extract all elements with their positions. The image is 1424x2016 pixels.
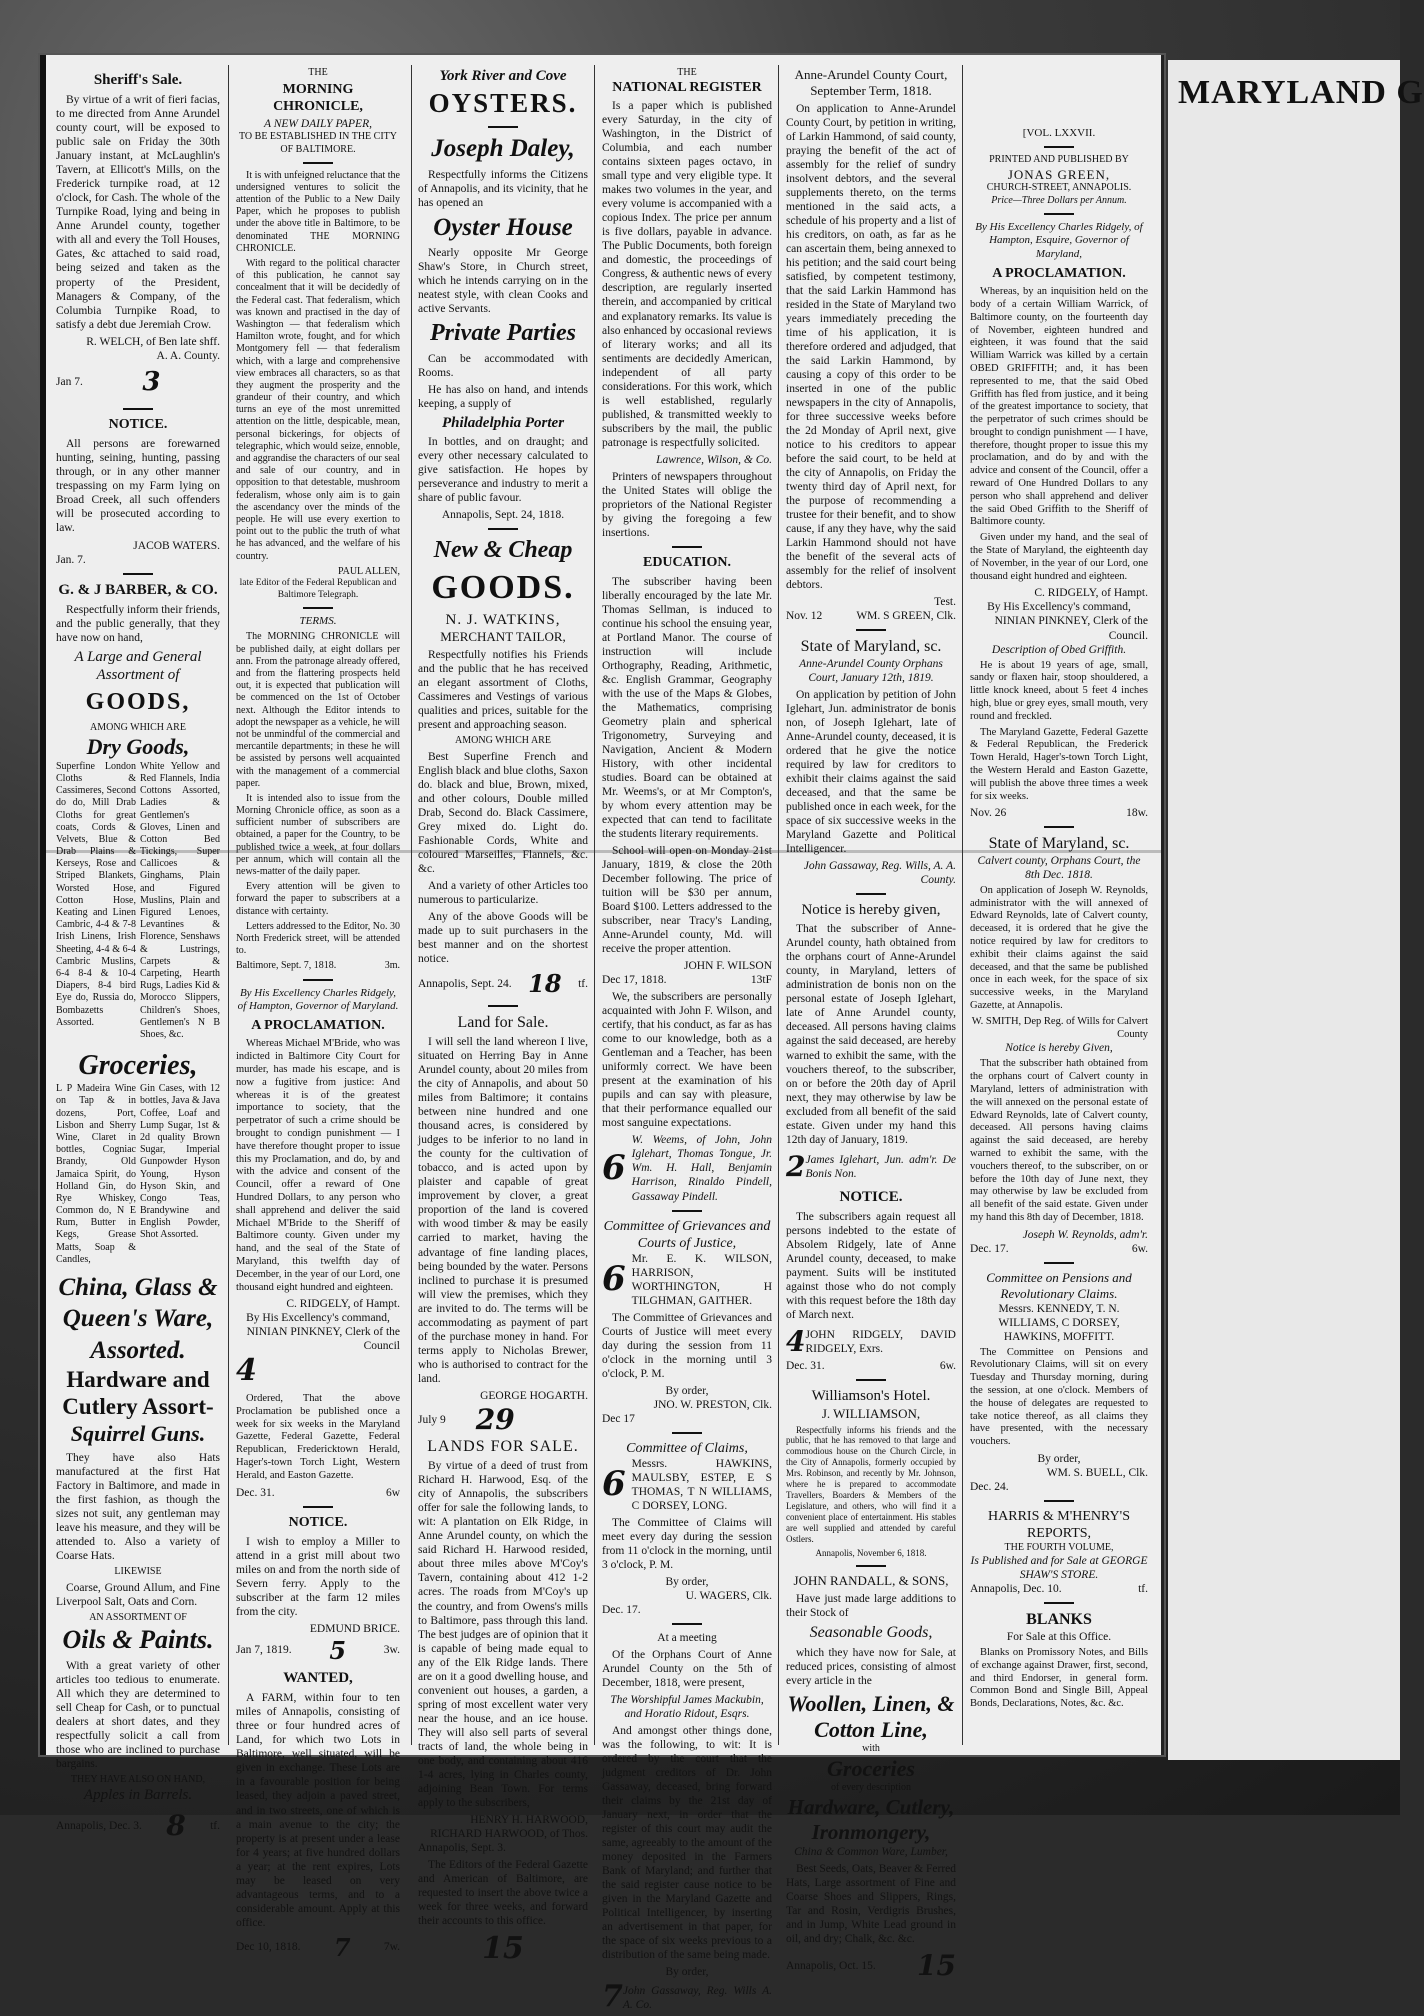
porter-date: Annapolis, Sept. 24, 1818. xyxy=(441,509,565,522)
harris-title: HARRIS & M'HENRY'S REPORTS, xyxy=(988,1509,1130,1542)
notice-date: Jan. 7. xyxy=(56,553,86,566)
handwritten-number: 4 xyxy=(236,1353,257,1389)
published-date: Annapolis, Dec. 10. xyxy=(970,1583,1062,1596)
ordered-6w: 6w xyxy=(385,1486,400,1499)
apples-date: Annapolis, Dec. 3. xyxy=(56,1819,142,1832)
handwritten-number: 6 xyxy=(602,1258,626,1299)
divider xyxy=(856,629,886,631)
printed-label: PRINTED AND PUBLISHED BY xyxy=(989,154,1129,166)
column-1 xyxy=(56,67,220,1842)
proclamation-clerk: NINIAN PINKNEY, Clerk of the Council. xyxy=(994,615,1148,642)
with-label: with xyxy=(862,1743,880,1755)
column-3 xyxy=(418,67,588,1966)
wanted-text: A FARM, within four to ten miles of Annapolis, consisting of three or four hundred acres of Land, for which two Lots in Baltimore, well situated, will be given in exchange. These Lots are in a favourable position for being leased, they adjoin a paved street, and in two streets, one of which is a main avenue to the city; the property is at present under a lease for 4 years; at five hundred dollars a year; at the rent expires, Lots may be leased on very advantageous terms, and to a considerable amount. Apply at this office. xyxy=(236,1692,400,1929)
court-sign: WM. S GREEN, Clk. xyxy=(856,610,956,623)
state-md-text: On application by petition of John Iglehart, Jun. administrator de bonis non, of Joseph Iglehart, late of Anne-Arundel county, deceased, it is ordered that he give the notice required by law for creditors to exhibit their claims against the said deceased, and that the same be published once in each week, for the space of six successive weeks in the Maryland Gazette and Political Intelligencer. xyxy=(786,688,956,856)
notice-text: All persons are forewarned hunting, seining, hunting, passing through, or in any other manner trespassing on my Farm lying on Broad Creek, all such offenders will be prosecuted according to law. xyxy=(56,438,220,535)
ordered-text: The Maryland Gazette, Federal Gazette & Federal Republican, the Frederick Town Herald, Hager's-town Torch Light, the Western Herald and Easton Gazette, will publish the above three times a week for six weeks. xyxy=(970,726,1148,802)
ordered-date: Dec. 31. xyxy=(236,1486,275,1499)
notice-sign: JOHN RIDGELY, DAVID RIDGELY, Exrs. xyxy=(805,1329,956,1356)
meeting-text: Of the Orphans Court of Anne Arundel County on the 5th of December, 1818, were present, xyxy=(602,1649,772,1690)
divider xyxy=(672,1210,702,1212)
column-5 xyxy=(786,67,957,1983)
newspaper-page xyxy=(40,55,1164,2015)
grievances-names: Mr. E. K. WILSON, HARRISON, WORTHINGTON, H TILGHMAN, GAITHER. xyxy=(631,1252,772,1307)
education-date: Dec 17, 1818. xyxy=(602,974,667,987)
divider xyxy=(1044,146,1074,148)
among-label: AMONG WHICH ARE xyxy=(455,735,551,747)
notice-signature: JACOB WATERS. xyxy=(133,539,220,552)
ordered-text: Ordered, That the above Proclamation be published once a week for six weeks in the Maryland Gazette, Federal Gazette, Federal Republican, Fredericktown Herald, Hager's-town Torch Light, Western Herald, and Easton Gazette. xyxy=(236,1393,400,1481)
the-label: THE xyxy=(677,67,697,78)
sheriff-date: Jan 7. xyxy=(56,376,83,389)
register-sign: Lawrence, Wilson, & Co. xyxy=(656,453,772,466)
hotel-title: Williamson's Hotel. xyxy=(811,1388,931,1405)
proclamation-title: A PROCLAMATION. xyxy=(992,266,1126,282)
education-text: The subscriber having been liberally encouraged by the late Mr. Thomas Sellman, is induced to continue his school the ensuing year, at Portland Manor. The course of instruction will include Orthography, Reading, Arithmetic, &c. English Grammar, Geography with the use of the Maps & Globes, the Mathematics, comprising Geometry plain and spherical Trigonometry, Surveying and Navigation, Ancient & Modern History, with other incidental studies. Board can be obtained at Mr. Weems's, or at Mr Compton's, by whom every attention may be expected that can tend to facilitate the students literary requirements. xyxy=(602,575,772,841)
divider xyxy=(488,1005,518,1007)
china-ware-text: China & Common Ware, Lumber, xyxy=(794,1845,948,1858)
land-sale-text: I will sell the land whereon I live, situated on Herring Bay in Anne Arundel county, about 20 miles from the city of Annapolis, and about 50 miles from Baltimore; it contains between nine hundred and one thousand acres, is considered by judges to be inferior to no land in the county for the cultivation of tobacco, and is acted upon by plaister and capable of great improvement by clover, a great proportion of the land is covered with wood timber & may be easily carried to market, having the advantage of fine landing places, being bounded by the water. Persons inclined to purchase it is presumed will view the premises, which they are invited to do. The terms will be accommodating as payment of part of the purchase money in hand. For terms apply to Nicholas Brewer, who is authorised to contract for the land. xyxy=(418,1036,588,1385)
court-heading: Anne-Arundel County Court, September Term, 1818. xyxy=(794,67,948,98)
divider xyxy=(303,1506,333,1508)
meeting-title: At a meeting xyxy=(657,1632,717,1645)
education-title: EDUCATION. xyxy=(642,554,732,570)
proclamation-sign: C. RIDGELY, of Hampt. xyxy=(1034,587,1148,600)
seasonable-heading: Seasonable Goods, xyxy=(809,1624,933,1642)
claims-text: The Committee of Claims will meet every day during the session from 11 o'clock in the morning, until 3 o'clock, P. M. xyxy=(602,1517,772,1572)
divider xyxy=(303,979,333,981)
assortment-heading: A Large and General Assortment of xyxy=(74,648,202,684)
certification-names: W. Weems, of John, John Iglehart, Thomas Tongue, Jr. Wm. H. Hall, Benjamin Harrison, Rinaldo Pindell, Gassaway Pindell. xyxy=(631,1134,772,1203)
grievances-clerk: JNO. W. PRESTON, Clk. xyxy=(653,1398,772,1411)
handwritten-number: 8 xyxy=(166,1808,186,1842)
street-label: CHURCH-STREET, ANNAPOLIS. xyxy=(986,182,1132,194)
education-tf: 13tF xyxy=(750,974,772,987)
column-rule xyxy=(778,65,779,1745)
divider xyxy=(856,893,886,895)
porter-text: In bottles, and on draught; and every other necessary calculated to give satisfaction. He hopes by perseverance and industry to merit a share of public favour. xyxy=(418,435,588,505)
likewise-label: LIKEWISE xyxy=(114,1565,162,1577)
watkins-list: Best Superfine French and English black and blue cloths, Saxon do. black and blue, Brown, mixed, and other colours, Double milled Drab, Second do. Black Cassimere, Grey mixed do. Light do. Fashionable Cords, White and coloured Marseilles, Flannels, &c. &c. xyxy=(418,751,588,876)
claims-title: Committee of Claims, xyxy=(626,1440,748,1456)
handwritten-number: 18 xyxy=(528,969,562,999)
barber-title: G. & J BARBER, & CO. xyxy=(58,581,218,598)
court-test: Test. xyxy=(934,596,956,609)
notice-text: The subscribers again request all persons indebted to the estate of Absolem Ridgely, late of Anne Arundel county, deceased, to make payment. Suits will be instituted against those who do not comply with this request before the 18th day of March next. xyxy=(786,1211,956,1322)
column-rule xyxy=(962,65,963,1745)
daley-name: Joseph Daley, xyxy=(431,135,575,163)
goods-heading: GOODS. xyxy=(431,569,575,607)
state-md-sign: W. SMITH, Dep Reg. of Wills for Calvert County xyxy=(971,1015,1148,1040)
published-label: Is Published and for Sale at GEORGE SHAW'S STORE. xyxy=(970,1555,1148,1582)
state-md-title: State of Maryland, sc. xyxy=(988,835,1130,853)
divider xyxy=(672,546,702,548)
nov-18w: 18w. xyxy=(1126,807,1148,820)
description-text: He is about 19 years of age, small, sandy or flaxen hair, stoop shouldered, a little knock kneed, about 5 feet 4 inches high, blue or grey eyes, small mouth, very round and freckled. xyxy=(970,659,1148,722)
notice-6w: 6w. xyxy=(939,1360,956,1373)
porter-intro: He has also on hand, and intends keeping, a supply of xyxy=(418,383,588,410)
pensions-title: Committee on Pensions and Revolutionary Claims. xyxy=(986,1269,1132,1301)
proclamation-command: By His Excellency's command, xyxy=(246,1312,390,1325)
also-on-hand-label: THEY HAVE ALSO ON HAND, xyxy=(70,1774,206,1786)
hardware-heading: Hardware and Cutlery Assort- xyxy=(62,1366,214,1420)
column-rule xyxy=(594,65,595,1745)
woollen-heading: Woollen, Linen, & Cotton Line, xyxy=(787,1690,955,1742)
state-md-sub: Calvert county, Orphans Court, the 8th Dec. 1818. xyxy=(977,854,1141,881)
sheriff-signature: R. WELCH, of Ben late shff. xyxy=(86,335,220,348)
notice-given-title: Notice is hereby given, xyxy=(801,902,941,919)
column-6 xyxy=(970,67,1148,1745)
oyster-house-heading: Oyster House xyxy=(433,213,573,241)
watkins-name: N. J. WATKINS, xyxy=(445,611,561,628)
proclamation-sign: C. RIDGELY, of Hampt. xyxy=(286,1298,400,1311)
divider xyxy=(488,126,518,128)
oyster-house-text: Nearly opposite Mr George Shaw's Store, in Church street, which he intends carrying on in the neatest style, with clean Cooks and active Servants. xyxy=(418,247,588,316)
handwritten-number: 7 xyxy=(333,1932,351,1962)
groceries-right: Gin Cases, with 12 bottles, Java & Java Coffee, Loaf and Lump Sugar, 1st & 2d quality Brown Sugar, Imperial Gunpowder Hyson Young, Hyson Hyson Skin, and Congo Teas, Brandywine and English Powder, Shot Assorted. xyxy=(140,1083,220,1241)
notice-date: Dec. 31. xyxy=(786,1360,825,1373)
hotel-text: Respectfully informs his friends and the public, that he has removed to that large and commodious house on the Church Circle, in the City of Annapolis, formerly occupied by Mrs. Robinson, and recently by Mr. Johnson, where he is prepared to accommodate Travellers, Boarders & Members of the Legislature, and others, who will find it a convenient place of entertainment. His stables are well supplied and attended by careful Ostlers. xyxy=(786,1424,956,1545)
notice-miller-3w: 3w. xyxy=(383,1644,400,1657)
pensions-date: Dec. 24. xyxy=(970,1481,1009,1493)
education-sign: JOHN F. WILSON xyxy=(684,960,772,973)
blanks-title: BLANKS xyxy=(1026,1611,1092,1629)
grievances-title: Committee of Grievances and Courts of Justice, xyxy=(603,1218,771,1251)
vol-label: [VOL. LXXVII. xyxy=(1022,127,1096,139)
meeting-by: By order, xyxy=(665,1966,709,1979)
notice-miller-title: NOTICE. xyxy=(288,1514,348,1530)
printer-name: JONAS GREEN, xyxy=(1007,166,1111,182)
notice-title: NOTICE. xyxy=(108,417,168,433)
lands-sale-text: By virtue of a deed of trust from Richard H. Harwood, Esq. of the city of Annapolis, the subscribers offer for sale the following lands, to wit: A plantation on Elk Ridge, in Anne Arundel county, on which the said Richard H. Harwood resided, about three miles above M'Coy's Tavern, containing about 412 1-2 acres. The roads from M'Coy's up the country, and from Owens's mills to Baltimore, pass through this land. The best judges are of opinion that it is capable of being made equal to any of the Elk Ridge lands. There are on it a good dwelling house, and convenient out houses, a garden, a spring of most excellent water very near the house, and an ice house. They will also sell parts of several tracts of land, the whole being in one body, and containing about 416 1-4 acres, lying in Charles county, adjoining Bean Town. For terms apply to the subscribers, xyxy=(418,1460,588,1809)
china-heading: China, Glass & Queen's Ware, Assorted. xyxy=(58,1274,218,1364)
watkins-date: Annapolis, Sept. 24. xyxy=(418,978,512,991)
terms-text-2: It is intended also to issue from the Morning Chronicle office, as soon as a sufficient number of subscribers are obtained, a paper for the Country, to be published twice a week, at four dollars per annum, which will contain all the news-matter of the daily paper. xyxy=(236,792,400,878)
description-title: Description of Obed Griffith. xyxy=(991,643,1127,656)
divider xyxy=(856,1565,886,1567)
randall-title: JOHN RANDALL, & SONS, xyxy=(793,1573,949,1589)
hats-text: They have also Hats manufactured at the first Hat Factory in Baltimore, and made in the first fashion, as though the sizes not suit, any gentleman may leave his measure, and they will be attended to. Also a variety of Coarse Hats. xyxy=(56,1451,220,1562)
chronicle-subtitle: A NEW DAILY PAPER, xyxy=(264,118,372,131)
randall-date: Annapolis, Oct. 15. xyxy=(786,1960,876,1973)
handwritten-number: 5 xyxy=(329,1635,347,1665)
sheriff-sale-title: Sheriff's Sale. xyxy=(93,72,183,88)
handwritten-number: 3 xyxy=(142,366,161,397)
divider xyxy=(303,607,333,609)
divider xyxy=(672,1623,702,1625)
divider xyxy=(1044,1500,1074,1502)
blanks-sub: For Sale at this Office. xyxy=(1006,1630,1112,1643)
watkins-any: Any of the above Goods will be made up to suit purchasers in the best manner and on the shortest notice. xyxy=(418,911,588,966)
state-md-title: State of Maryland, sc. xyxy=(800,638,942,656)
porter-heading: Philadelphia Porter xyxy=(441,414,565,431)
proclamation-text: Whereas Michael M'Bride, who was indicted in Baltimore City Court for murder, has made his escape, and is now a fugitive from justice: And whereas it is of the greatest importance to society, that the perpetrator of such a crime should be brought to condign punishment — I have therefore thought proper to issue this my Proclamation, and do, by and with the advice and consent of the Council, offer a reward of One Hundred Dollars, to any person who shall apprehend and deliver the said Michael M'Bride to the Sheriff of Baltimore county. Given under my hand, and the seal of the State of Maryland, this twelfth day of December, in the year of our Lord, one thousand eight hundred and eighteen. xyxy=(236,1038,400,1293)
groceries-left: L P Madeira Wine on Tap & in dozens, Port, Lisbon and Sherry Wine, Claret in bottles, Cogniac Brandy, Old Jamaica Spirit, do Holland Gin, do Rye Whiskey, Common do, N E Rum, Butter in Kegs, Grease Matts, Soap & Candles, xyxy=(56,1083,136,1265)
column-rule xyxy=(411,65,412,1745)
watkins-text: Respectfully notifies his Friends and the public that he has received an elegant assortment of Cloths, Cassimeres and Vestings of various qualities and prices, suitable for the present and approaching season. xyxy=(418,648,588,732)
land-sale-title: Land for Sale. xyxy=(457,1013,549,1031)
groceries-heading: Groceries, xyxy=(78,1050,198,1082)
oysters-heading: OYSTERS. xyxy=(428,88,578,119)
tf-mark: tf. xyxy=(1138,1583,1148,1596)
salt-text: Coarse, Ground Allum, and Fine Liverpool Salt, Oats and Corn. xyxy=(56,1582,220,1609)
chronicle-title: MORNING CHRONICLE, xyxy=(273,82,363,115)
meeting-sign: John Gassaway, Reg. Wills A. A. Co. xyxy=(622,1984,772,2011)
divider xyxy=(1044,1262,1074,1264)
pensions-names: Messrs. KENNEDY, T. N. WILLIAMS, C DORSEY, HAWKINS, MOFFITT. xyxy=(998,1302,1120,1343)
daley-text: Respectfully informs the Citizens of Annapolis, and its vicinity, that he has opened an xyxy=(418,168,588,209)
pensions-text: The Committee on Pensions and Revolutionary Claims, will sit on every Tuesday and Thursday morning, during the session, at one o'clock. Members of the house of delegates are requested to take notice thereof, as all claims they have presented, with the necessary vouchers. xyxy=(970,1346,1148,1448)
watkins-variety: And a variety of other Articles too numerous to particularize. xyxy=(418,880,588,907)
grievances-by: By order, xyxy=(665,1384,709,1397)
state-md-text: On application of Joseph W. Reynolds, administrator with the will annexed of Edward Reynolds, late of Calvert county, deceased, it is ordered that he give the notice required by law for creditors to exhibit their claims against the said deceased, and that the same be published once in each week, for the space of six successive weeks, in the Maryland Gazette, at Annapolis. xyxy=(970,884,1148,1012)
chronicle-sign-2: late Editor of the Federal Republican and Baltimore Telegraph. xyxy=(239,577,397,600)
sheriff-sale-text: By virtue of a writ of fieri facias, to me directed from Anne Arundel county court, will be exposed to public sale on Friday the 30th January instant, at McLaughlin's Tavern, at Ellicott's Mills, on the Frederick turnpike road, at 12 o'clock, for Cash. The whole of the Turnpike Road, lying and being in Anne Arundel county, together with all and every the Toll Houses, Gates, &c attached to said road, being seized and taken as the property of the President, Managers & Company, of the Columbia Turnpike Road, to satisfy a debt due Jeremiah Crow. xyxy=(56,94,220,331)
claims-names: Messrs. HAWKINS, MAULSBY, ESTEP, E S THOMAS, T N WILLIAMS, C DORSEY, LONG. xyxy=(631,1457,772,1512)
tf-mark: tf. xyxy=(210,1819,220,1832)
handwritten-number: 15 xyxy=(482,1930,524,1966)
squirrel-guns-heading: Squirrel Guns. xyxy=(70,1420,206,1446)
dry-goods-right: White Yellow and Red Flannels, India Cottons Assorted, Ladies & Gentlemen's Gloves, Linen and Cotton Bed Tickings, Super Callicoes & Ginghams, Plain and Figured Muslins, Plain and Figured Lenoes, Levantines & Florence, Senshaws & Lustrings, Carpets & Carpeting, Hearth Rugs, Ladies Kid & Morocco Slippers, Children's Shoes, Gentlemen's N B Shoes, &c. xyxy=(140,760,220,1040)
pensions-clerk: WM. S. BUELL, Clk. xyxy=(1046,1466,1148,1479)
randall-rest: Best Seeds, Oats, Beaver & Ferred Hats, Large assortment of Fine and Coarse Shoes and Slippers, Rings, Tar and Rosin, Verdigris Brushes, and in Jump, White Lead ground in oil, and dry; Chalk, &c. &c. xyxy=(786,1862,957,1946)
next-page-fragment xyxy=(1168,60,1424,1760)
apples-heading: Apples in Barrels. xyxy=(83,1787,193,1804)
terms-heading: TERMS. xyxy=(299,615,337,628)
pensions-by: By order, xyxy=(1037,1452,1081,1465)
grievances-date: Dec 17 xyxy=(602,1412,635,1425)
chronicle-p1: It is with unfeigned reluctance that the undersigned ventures to solicit the attention of the Public to a New Daily Paper, which he proposes to publish under the above title in Baltimore, to be denominated THE MORNING CHRONICLE. xyxy=(236,169,400,254)
state-md-sign: John Gassaway, Reg. Wills, A. A. County. xyxy=(803,860,956,887)
divider xyxy=(856,1379,886,1381)
oils-paints-heading: Oils & Paints. xyxy=(62,1625,214,1655)
divider xyxy=(488,528,518,530)
column-4 xyxy=(602,67,772,2015)
grievances-text: The Committee of Grievances and Courts of Justice will meet every day during the session from 11 o'clock in the morning until 3 o'clock, P. M. xyxy=(602,1311,772,1380)
divider xyxy=(123,408,153,410)
new-cheap-heading: New & Cheap xyxy=(433,537,573,564)
proclamation-by: By His Excellency Charles Ridgely, of Hampton, Esquire, Governor of Maryland, xyxy=(975,220,1143,260)
handwritten-number: 6 xyxy=(602,1147,626,1188)
notice-given-text: That the subscriber hath obtained from the orphans court of Calvert county in Maryland, letters of administration with the will annexed on the personal estate of Edward Reynolds, late of Calvert county, deceased. All persons having claims against the said deceased, are hereby warned to exhibit the same, with the vouchers thereof, to the subscriber, on or before the 10th day of June next, they may otherwise by law be excluded from all benefit of the said estate. Given under my hand this 8th day of December, 1818. xyxy=(970,1058,1148,1223)
proclamation-command: By His Excellency's command, xyxy=(987,601,1131,614)
meeting-text-2: And amongst other things done, was the following, to wit: It is ordered by the court that the judgment creditors of Dr. John Gassaway, deceased, bring forward their claims by the 21st day of January next, in order that the register of this court may audit the same, agreeably to the amount of the money deposited in the Farmers Bank of Maryland; and further that the said register cause notice to be given in the Maryland Gazette and Political Intelligencer, by inserting an advertisement in that paper, for the space of six weeks previous to a distribution of the same being made. xyxy=(602,1725,772,1962)
claims-date: Dec. 17. xyxy=(602,1604,641,1617)
every-label: of every description xyxy=(831,1782,911,1794)
state-md-sub: Anne-Arundel County Orphans Court, January 12th, 1819. xyxy=(799,657,943,684)
randall-text: Have just made large additions to their Stock of xyxy=(786,1593,956,1620)
groceries-list xyxy=(56,1083,220,1266)
baltimore-3m: 3m. xyxy=(384,960,400,972)
fourth-volume: THE FOURTH VOLUME, xyxy=(1004,1542,1114,1554)
baltimore-date: Baltimore, Sept. 7, 1818. xyxy=(236,960,337,972)
barber-text: Respectfully inform their friends, and the public generally, that they have now on hand, xyxy=(56,603,220,644)
register-title: NATIONAL REGISTER xyxy=(612,80,762,96)
proclamation-by: By His Excellency Charles Ridgely, of Hampton, Governor of Maryland. xyxy=(237,986,399,1012)
notice-title: NOTICE. xyxy=(839,1188,903,1205)
divider xyxy=(303,162,333,164)
notice-given-sign: James Iglehart, Jun. adm'r. De Bonis Non. xyxy=(805,1153,956,1180)
hotel-name: J. WILLIAMSON, xyxy=(821,1405,921,1421)
seasonable-text: which they have now for Sale, at reduced prices, consisting of almost every article in the xyxy=(786,1646,956,1687)
tf-mark: tf. xyxy=(578,978,588,991)
notice-given-6w: 6w. xyxy=(1131,1242,1148,1255)
land-sale-sign: GEORGE HOGARTH. xyxy=(480,1389,588,1402)
handwritten-number: 4 xyxy=(786,1325,806,1359)
proclamation-given: Given under my hand, and the seal of the State of Maryland, the eighteenth day of November, in the year of our Lord, one thousand eight hundred and eighteen. xyxy=(970,532,1148,582)
education-text-2: School will open on Monday 21st January, 1819, & close the 20th December following. The price of tuition will be $30 per annum, Board $100. Letters addressed to the subscriber, near Tracy's Landing, Anne-Arundel county, Md. will receive the proper attention. xyxy=(602,845,772,956)
lands-sign-1: HENRY H. HARWOOD, xyxy=(470,1813,588,1826)
divider xyxy=(1044,826,1074,828)
notice-miller-text: I wish to employ a Miller to attend in a grist mill about two miles on and from the north side of Severn ferry. Apply to the subscriber at the farm 12 miles from the city. xyxy=(236,1535,400,1618)
column-rule xyxy=(228,65,229,1745)
terms-text: The MORNING CHRONICLE will be published daily, at eight dollars per ann. From the patronage already offered, and from the flattering prospects held out, it is expected that publication will be commenced on the 1st of October next. Although the Editor intends to adopt the newspaper as a vehicle, he will not be unmindful of the commercial and mercantile departments; in these he will be assisted by persons well acquainted with the management of a commercial paper. xyxy=(236,631,400,789)
among-label: AMONG WHICH ARE xyxy=(90,721,186,733)
proclamation-clerk: NINIAN PINKNEY, Clerk of the Council xyxy=(246,1326,400,1353)
certification-text: We, the subscribers are personally acquainted with John F. Wilson, and certify, that his conduct, as far as has come to our knowledge, both as a Gentleman and a Teacher, has been uniformly correct. We have been present at the examination of his pupils and can say with pleasure, that their performance equalled our most sanguine expectations. xyxy=(602,991,772,1130)
handwritten-number: 2 xyxy=(786,1149,806,1183)
sheriff-county: A. A. County. xyxy=(156,349,220,362)
column-2 xyxy=(236,67,401,1962)
dry-goods-list xyxy=(56,761,220,1041)
meeting-names: The Worshipful James Mackubin, and Horatio Ridout, Esqrs. xyxy=(610,1694,764,1721)
proclamation-text: Whereas, by an inquisition held on the body of a certain William Warrick, of Baltimore county, on the fourteenth day of November, eighteen hundred and eighteen, it was found that the said William Warrick was killed by a certain OBED GRIFFITH; and, it has been represented to me, that the said Obed Griffith has fled from justice, and it being of the greatest importance to society, that the perpetrator of such crimes should be brought to condign punishment — I have, therefore, thought proper to issue this my proclamation, and do by and with the advice and consent of the Council, offer a reward of One Hundred Dollars to any person who shall apprehend and deliver the said Obed Griffith to the Sheriff of Baltimore county. xyxy=(970,286,1148,528)
chronicle-subtitle-2: TO BE ESTABLISHED IN THE CITY OF BALTIMORE. xyxy=(239,131,397,155)
hardware-heading: Hardware, Cutlery, Ironmongery, xyxy=(787,1794,955,1844)
notice-miller-date: Jan 7, 1819. xyxy=(236,1644,292,1657)
hotel-date: Annapolis, November 6, 1818. xyxy=(815,1548,927,1559)
claims-by: By order, xyxy=(665,1576,709,1589)
handwritten-number: 15 xyxy=(917,1949,956,1983)
goods-heading: GOODS, xyxy=(85,689,191,716)
groceries-heading: Groceries xyxy=(827,1755,915,1781)
register-printers: Printers of newspapers throughout the United States will oblige the proprietors of the National Register by giving the foregoing a few insertions. xyxy=(602,470,772,539)
divider xyxy=(672,1432,702,1434)
divider xyxy=(1044,213,1074,215)
claims-clerk: U. WAGERS, Clk. xyxy=(685,1590,772,1603)
court-date: Nov. 12 xyxy=(786,610,823,623)
handwritten-number: 6 xyxy=(602,1464,626,1505)
proclamation-title: A PROCLAMATION. xyxy=(251,1018,385,1034)
notice-given-text: That the subscriber of Anne-Arundel county, hath obtained from the orphans court of Anne-Arundel county, in Maryland, letters of administration de bonis non on the personal estate of Joseph Iglehart, late of Anne Arundel county, deceased. All persons having claims against the said deceased, are hereby warned to exhibit the same, with the vouchers thereof, to the subscriber, on or before the 20th day of April next, they may otherwise by law be excluded from all benefit of the said estate. Given under my hand this 12th day of January, 1819. xyxy=(786,923,956,1146)
divider xyxy=(123,573,153,575)
notice-miller-sign: EDMUND BRICE. xyxy=(309,1622,400,1635)
assortment-label: AN ASSORTMENT OF xyxy=(89,1612,187,1624)
wanted-7w: 7w. xyxy=(383,1941,400,1954)
chronicle-sign: PAUL ALLEN, xyxy=(337,565,400,577)
notice-given-sign: Joseph W. Reynolds, adm'r. xyxy=(1022,1228,1148,1241)
blanks-text: Blanks on Promissory Notes, and Bills of exchange against Drawer, first, second, and third Endorser, in general form. Common Bond and Single Bill, Appeal Bonds, Declarations, Notes, &c. &c. xyxy=(970,1646,1148,1710)
the-label: THE xyxy=(308,67,328,78)
land-sale-date: July 9 xyxy=(418,1413,446,1426)
court-text: On application to Anne-Arundel County Court, by petition in writing, of Larkin Hammond, of said county, praying the benefit of the act of assembly for the relief of sundry insolvent debtors, and the several supplements thereto, on the terms mentioned in the said acts, a schedule of his property and a list of his creditors, on oath, as far as he can ascertain them, being annexed to his petition; and the said court being satisfied, by competent testimony, that the said Larkin Hammond has resided in the State of Maryland two years immediately preceding the time of his application, it is therefore ordered and adjudged, that the said Larkin Hammond, by causing a copy of this order to be inserted in one of the public newspapers in the city of Annapolis, for three successive weeks before the 2d Monday of April next, give notice to his creditors to appear before the said court, to be held at the city of Annapolis, on Friday the twenty third day of April next, for the purpose of recommending a trustee for their benefit, and to show cause, if any they have, why the said Larkin Hammond should not have the benefit of the several acts of assembly for the relief of insolvent debtors. xyxy=(786,102,956,592)
private-parties-heading: Private Parties xyxy=(430,320,576,347)
wanted-date: Dec 10, 1818. xyxy=(236,1941,301,1954)
chronicle-p2: With regard to the political character of this publication, he cannot say concealment that it will be decidedly of the Federal cast. That federalism, which was known and practised in the day of Washington — that federalism which Hamilton wrote, fought, and for which Montgomery fell — that federalism which, with a large and comprehensive view embraces all characters, so as that they augment the prosperity and the grandeur of their country, and which turns an eye of the most unremitted attention on the little, despicable, mean, personal bickerings, for objects of telegraphic, which would seize, ennoble, and aggrandise the characters of our seal and sale of our country, and in opposition to that detestable, mushroom federalism, whose only aim is to gain the ascendancy over the minds of the people. He will use every exertion to point out to the public the truth of what he has advanced, and the welfare of his country. xyxy=(236,258,400,562)
nov-date: Nov. 26 xyxy=(970,807,1007,820)
notice-given-date: Dec. 17. xyxy=(970,1242,1009,1255)
wanted-title: WANTED, xyxy=(283,1670,353,1687)
dry-goods-heading: Dry Goods, xyxy=(86,733,190,759)
handwritten-number: 7 xyxy=(602,1979,623,2015)
oysters-kicker: York River and Cove xyxy=(439,68,567,84)
private-parties-text: Can be accommodated with Rooms. xyxy=(418,352,588,379)
divider xyxy=(1044,1602,1074,1604)
terms-text-3: Every attention will be given to forward the paper to subscribers at a distance with certainty. xyxy=(236,881,400,917)
masthead: MARYLAND G xyxy=(1178,74,1424,111)
dry-goods-left: Superfine London Cloths & Cassimeres, Second do do, Mill Drab Cloths for great coats, Cords & Velvets, Blue & Drab Plains & Kerseys, Rose and Striped Blankets, Worsted Hose, Cotton Hose, Keating and Linen Cambric, 4-4 & 7-8 Irish Linens, Irish Sheeting, 4-4 & 6-4 Cambric Muslins, 6-4 8-4 & 10-4 Diapers, 8-4 bird Eye do, Russia do, Bombazetts Assorted. xyxy=(56,760,136,1028)
lands-sale-title: LANDS FOR SALE. xyxy=(427,1437,579,1455)
watkins-trade: MERCHANT TAILOR, xyxy=(440,629,566,645)
editors-note: The Editors of the Federal Gazette and American of Baltimore, are requested to insert the above twice a week for three weeks, and forward their accounts to this office. xyxy=(418,1858,588,1927)
oils-text: With a great variety of other articles too tedious to enumerate. All which they are determined to sell Cheap for Cash, or to punctual dealers at short dates, and they respectfully solicit a call from those who are inclined to purchase bargains. xyxy=(56,1660,220,1771)
lands-date: Annapolis, Sept. 3. xyxy=(418,1841,506,1854)
handwritten-number: 29 xyxy=(475,1402,515,1436)
notice-given-title: Notice is hereby Given, xyxy=(1005,1042,1113,1055)
letters-text: Letters addressed to the Editor, No. 30 North Frederick street, will be attended to. xyxy=(236,920,401,957)
price-label: Price—Three Dollars per Annum. xyxy=(991,194,1127,206)
lands-sign-2: RICHARD HARWOOD, of Thos. xyxy=(430,1827,588,1840)
register-text: Is a paper which is published every Saturday, in the city of Washington, in the District of Columbia, and each number contains sixteen pages octavo, in small type and very eligible type. It makes two volumes in the year, and every volume is accompanied with a copious Index. The price per annum is five dollars, payable in advance. The Public Documents, both foreign and domestic, the proceedings of Congress, & authentic news of every description, are regularly inserted therein, and accompanied by critical and explanatory remarks. Its value is also enhanced by occasional reviews of literary works; and all its sentiments are decidedly American, independent of all party considerations. For this work, which is well established, regularly published, & transmitted weekly to subscribers by the mail, the public patronage is respectfully solicited. xyxy=(602,100,772,449)
